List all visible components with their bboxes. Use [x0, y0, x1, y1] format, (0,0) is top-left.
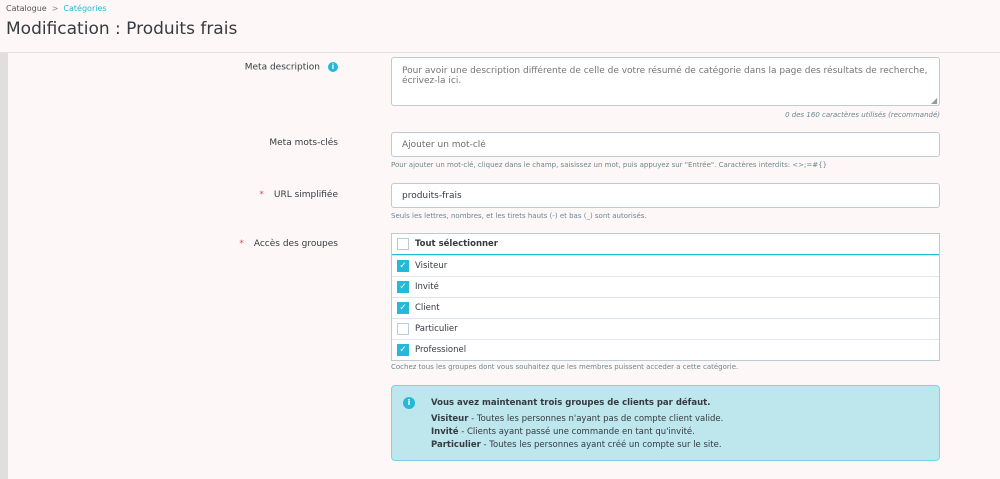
page-title: Modification : Produits frais	[6, 19, 238, 39]
group-row[interactable]	[392, 318, 939, 339]
select-all-label: Tout sélectionner	[415, 239, 498, 249]
breadcrumb	[6, 4, 107, 13]
group-label: Client	[415, 303, 440, 313]
group-checkbox[interactable]	[397, 323, 409, 335]
group-row[interactable]	[392, 297, 939, 318]
group-checkbox[interactable]: ✓	[397, 281, 409, 293]
meta-description-counter: 0 des 160 caractères utilisés (recommandé)	[785, 111, 940, 119]
select-all-row[interactable]	[392, 234, 939, 255]
alert-line: Visiteur - Toutes les personnes n'ayant pas de compte client valide.	[431, 414, 724, 424]
url-label: * URL simplifiée	[259, 190, 338, 200]
group-checkbox[interactable]: ✓	[397, 344, 409, 356]
url-input[interactable]	[391, 183, 940, 208]
breadcrumb-separator: >	[51, 4, 59, 13]
info-alert	[391, 385, 940, 461]
meta-description-textarea[interactable]	[391, 57, 940, 106]
meta-keywords-label: Meta mots-clés	[269, 138, 338, 148]
alert-title: Vous avez maintenant trois groupes de clients par défaut.	[431, 398, 711, 408]
group-row[interactable]	[392, 255, 939, 276]
meta-keywords-help: Pour ajouter un mot-clé, cliquez dans le champ, saisissez un mot, puis appuyez sur "Entrée". Caractères interdits: <>;=#{}	[391, 161, 828, 169]
group-label: Professionel	[415, 345, 467, 355]
meta-description-label: Meta description i	[245, 62, 338, 73]
alert-line: Invité - Clients ayant passé une commande en tant qu'invité.	[431, 427, 695, 437]
info-icon[interactable]: i	[328, 62, 338, 72]
alert-line: Particulier - Toutes les personnes ayant créé un compte sur le site.	[431, 440, 722, 450]
groups-table	[391, 233, 940, 361]
breadcrumb-catalogue[interactable]: Catalogue	[6, 4, 47, 13]
url-help: Seuls les lettres, nombres, et les tirets hauts (-) et bas (_) sont autorisés.	[391, 212, 647, 220]
group-checkbox[interactable]: ✓	[397, 260, 409, 272]
sidebar-strip	[0, 53, 8, 479]
select-all-checkbox[interactable]	[397, 238, 409, 250]
groups-help: Cochez tous les groupes dont vous souhaitez que les membres puissent acceder a cette catégorie.	[391, 363, 739, 371]
info-icon: i	[403, 397, 415, 409]
group-label: Particulier	[415, 324, 458, 334]
group-checkbox[interactable]: ✓	[397, 302, 409, 314]
group-label: Visiteur	[415, 261, 448, 271]
group-row[interactable]	[392, 339, 939, 360]
group-label: Invité	[415, 282, 439, 292]
breadcrumb-categories[interactable]: Catégories	[63, 4, 107, 13]
meta-keywords-input[interactable]	[391, 132, 940, 157]
resize-handle-icon[interactable]: ◢	[931, 96, 938, 105]
group-row[interactable]	[392, 276, 939, 297]
groups-label: * Accès des groupes	[239, 239, 338, 249]
